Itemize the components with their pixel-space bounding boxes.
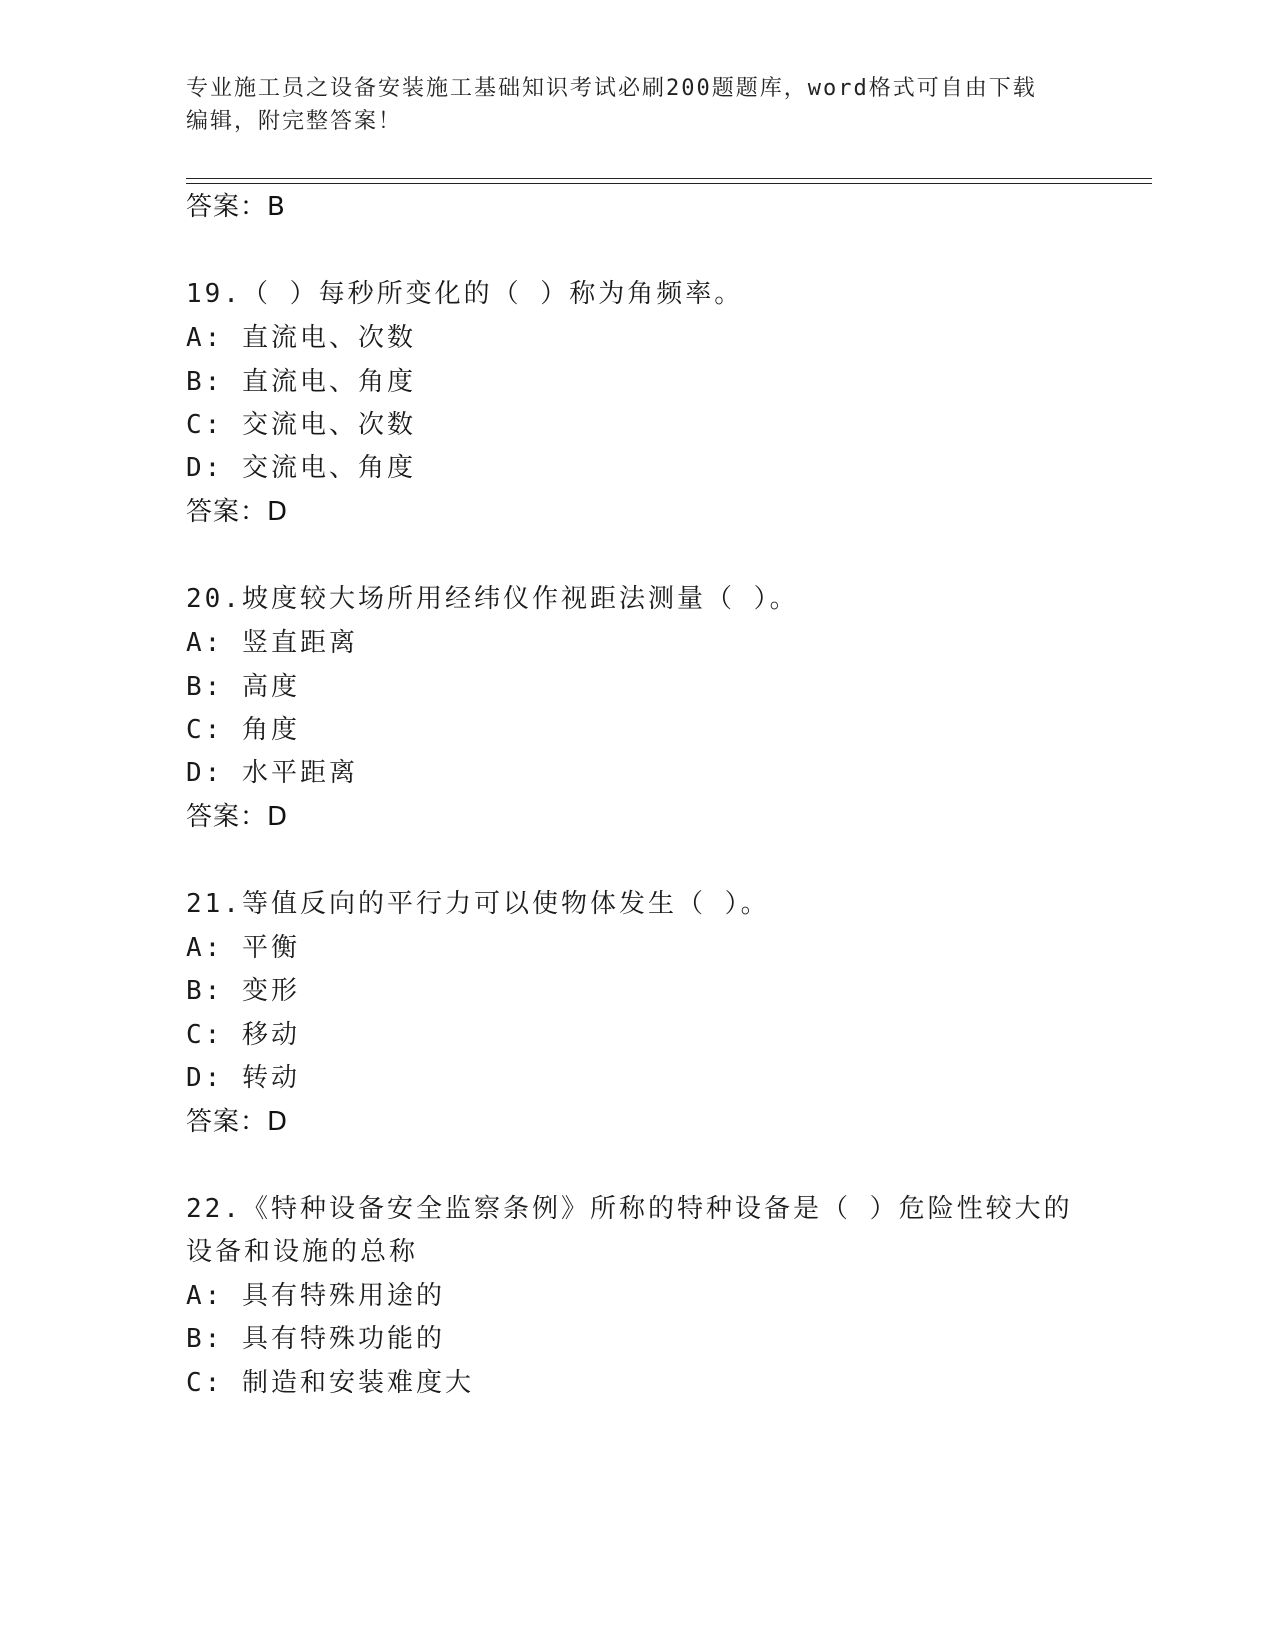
previous-answer: 答案：B	[186, 192, 286, 222]
question-20-option-d: D: 水平距离	[186, 758, 358, 788]
question-22-option-c: C: 制造和安装难度大	[186, 1368, 474, 1398]
question-22-option-b: B: 具有特殊功能的	[186, 1324, 445, 1354]
question-22-stem-line-1: 22.《特种设备安全监察条例》所称的特种设备是（ ）危险性较大的	[186, 1194, 1073, 1224]
question-19-option-d: D: 交流电、角度	[186, 453, 416, 483]
question-20-option-a: A: 竖直距离	[186, 628, 358, 658]
question-21-option-b: B: 变形	[186, 976, 300, 1006]
header-rule-top	[186, 178, 1152, 179]
question-20-answer: 答案：D	[186, 802, 289, 832]
header-line-2: 编辑，附完整答案！	[186, 109, 403, 134]
question-19-option-b: B: 直流电、角度	[186, 367, 416, 397]
header-rule-bottom	[186, 183, 1152, 184]
question-20-option-c: C: 角度	[186, 715, 300, 745]
question-21-answer: 答案：D	[186, 1107, 289, 1137]
question-22-stem-line-2: 设备和设施的总称	[186, 1237, 419, 1267]
question-21-option-c: C: 移动	[186, 1020, 300, 1050]
question-20-option-b: B: 高度	[186, 672, 300, 702]
question-21-option-a: A: 平衡	[186, 933, 300, 963]
question-21-option-d: D: 转动	[186, 1063, 300, 1093]
document-header	[186, 72, 1066, 138]
question-19-option-c: C: 交流电、次数	[186, 410, 416, 440]
question-22-option-a: A: 具有特殊用途的	[186, 1281, 445, 1311]
question-19-stem: 19.（ ）每秒所变化的（ ）称为角频率。	[186, 279, 744, 309]
question-20-stem: 20.坡度较大场所用经纬仪作视距法测量（ ）。	[186, 584, 799, 614]
question-21-stem: 21.等值反向的平行力可以使物体发生（ ）。	[186, 889, 770, 919]
question-19-answer: 答案：D	[186, 497, 289, 527]
header-line-1: 专业施工员之设备安装施工基础知识考试必刷200题题库，word格式可自由下载	[186, 76, 1037, 101]
question-19-option-a: A: 直流电、次数	[186, 323, 416, 353]
